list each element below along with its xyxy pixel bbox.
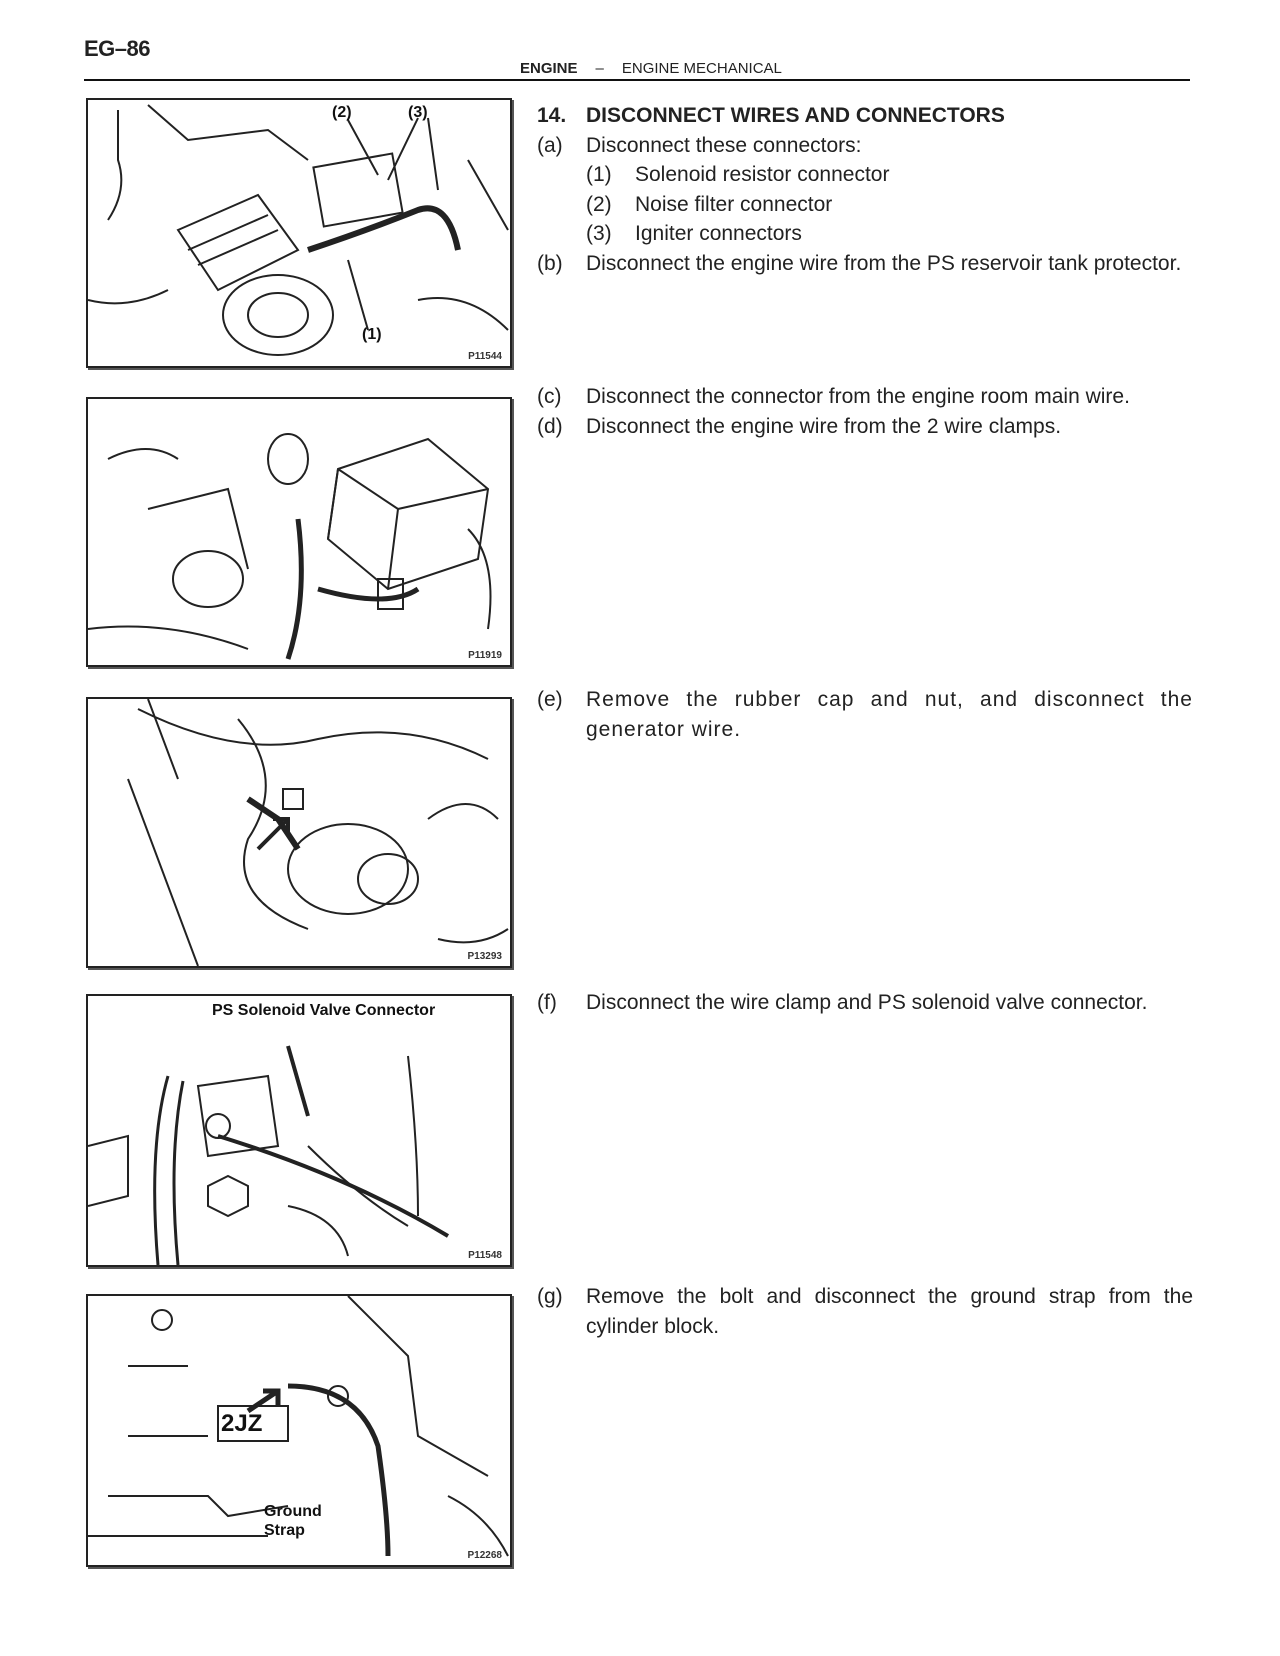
item-g: (g) Remove the bolt and disconnect the ground strap from the cylinder block. — [537, 1285, 1193, 1338]
item-e: (e) Remove the rubber cap and nut, and disconnect the generator wire. — [537, 688, 1193, 741]
item-a-3: (3) Igniter connectors — [586, 222, 802, 245]
figure-code: P11919 — [468, 650, 502, 661]
item-a-2: (2) Noise filter connector — [586, 192, 833, 216]
item-a-1: (1) Solenoid resistor connector — [586, 163, 890, 186]
step-14-block — [537, 101, 1193, 278]
figure-ground-strap — [86, 1294, 512, 1567]
engine-code-label: 2JZ — [221, 1410, 263, 1437]
item-d: (d) Disconnect the engine wire from the 2 wire clamps. — [537, 414, 1062, 438]
items-c-d-block — [537, 382, 1193, 441]
item-c: (c) Disconnect the connector from the engine room main wire. — [537, 385, 1130, 408]
figure-engine-room-wire — [86, 397, 512, 667]
figure-code: P11548 — [468, 1250, 502, 1261]
step-title: 14. DISCONNECT WIRES AND CONNECTORS — [537, 104, 1005, 127]
figure-code: P13293 — [467, 951, 502, 962]
item-b: (b) Disconnect the engine wire from the PS reservoir tank protector. — [537, 251, 1182, 275]
ground-strap-label: Ground Strap — [264, 1503, 322, 1539]
item-a: (a) Disconnect these connectors: — [537, 133, 862, 157]
page-number: EG–86 — [84, 36, 150, 61]
header-rule — [84, 79, 1190, 81]
item-e-block — [537, 685, 1193, 744]
header-section: ENGINE — [520, 60, 578, 77]
item-f: (f) Disconnect the wire clamp and PS solenoid valve connector. — [537, 991, 1148, 1014]
callout-3: (3) — [408, 104, 428, 121]
running-header — [520, 60, 782, 77]
figure-connectors — [86, 98, 512, 368]
header-separator: – — [595, 60, 604, 77]
figure-code: P11544 — [468, 351, 502, 362]
callout-2: (2) — [332, 104, 352, 121]
figure-generator-wire — [86, 697, 512, 968]
callout-1: (1) — [362, 326, 382, 343]
item-g-block — [537, 1282, 1193, 1341]
item-f-block — [537, 988, 1193, 1018]
figure-ps-solenoid — [86, 994, 512, 1267]
figure-code: P12268 — [467, 1550, 502, 1561]
ps-solenoid-label: PS Solenoid Valve Connector — [212, 1002, 436, 1019]
header-subsection: ENGINE MECHANICAL — [621, 60, 782, 77]
